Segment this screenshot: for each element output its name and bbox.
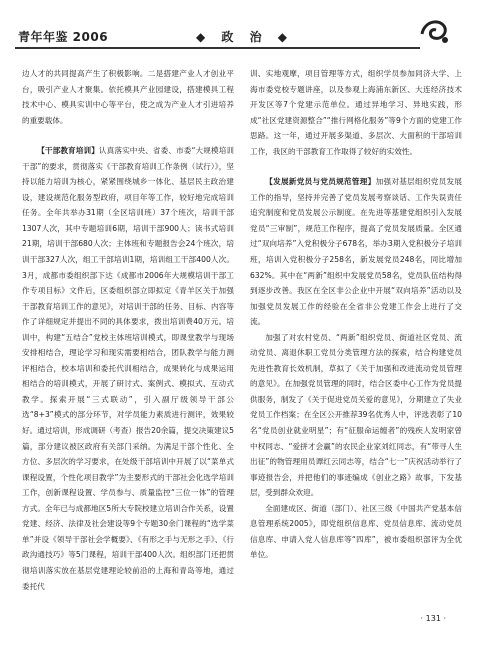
page-header — [0, 0, 480, 58]
left-intro-paragraph: 边人才的共同提高产生了积极影响。二是搭建产业人才创业平台，吸引产业人才聚集。依托模具产业园建设，搭建模具工程技术中心、模具实训中心等平台，使之成为产业人才引进培养的重要载体。 — [22, 69, 234, 125]
body-paragraph: 加强了对农村党员、“两新”组织党员、街道社区党员、流动党员、离退休职工党员分类管理方法的探索，结合构建党员先进性教育长效机制，草拟了《关于加强和改进流动党员管理的意见》。在加强党员管理的同时，结合区委中心工作为党员提供服务，制发了《关于促进党员关爱的意见》，分期建立了失业党员工作档案；在全区公开推荐39名优秀人中，评选表彰了10名“党员创业就业明星”；有“征服命运缠者”的残疾人发明家曾中权同志、“爱拼才会赢”的农民企业家刘红同志，有“带寻人生出征”的物管理用员谭红云同志等，结合“七一”庆祝活动举行了事迹报告会，并把他们的事迹编成《创业之路》故事，下发基层，受到群众欢迎。 — [250, 332, 462, 498]
column-title: ◆ 政 治 ◆ — [196, 30, 293, 44]
ornament-swirl-icon — [418, 14, 452, 48]
right-intro-paragraph: 训、实地观摩，项目管理等方式，组织学员参加同济大学、上海市委党校专题讲座，以及参观上海浦东新区、大连经济技术开发区等7个党建示范单位。通过异地学习、异地实践，形成“社区党建资源整合”“推行网格化服务”等9个方面的党建工作思路。这一年，通过开展多渠道、多层次、大面积的干部培训工作，我区的干部教育工作取得了较好的实效性。 — [250, 69, 462, 156]
section-body: 加强对基层组织党员发展工作的指导，坚持并完善了党员发展考察谈话、工作失误责任追究制度和党员发展公示制度。在先进等基建党组织引入发展党员“三审制”，规范工作程序，提高了党员发展质量。全区通过“双向培养”入党积极分子678名，举办3期入党积极分子培训班，培训入党积极分子258名，新发展党员248名，同比增加632%。其中在“两新”组织中发展党员58名，党员队伍结构得到逐步改善。我区在全区非公企业中开展“双向培养”活动以及加强党员发展工作的经验在全省非公党建工作会上进行了交流。 — [250, 177, 463, 327]
section-title: 【干部教育培训】 — [37, 146, 99, 156]
section-party-member-development — [250, 174, 462, 329]
right-column — [250, 66, 462, 563]
header-rule — [15, 47, 420, 49]
section-body: 认真落实中央、省委、市委“大规模培训干部”的要求，贯彻落实《干部教育培训工作条例（试行）》，坚持以能力培训为核心，紧紧围绕城乡一体化、基层民主政治建设，建设规范化服务型政府，项目年等工作，较好地完成培训任务。全年共举办31期（全区培训班）37个班次，培训干部1307人次，其中专题培训6期，培训干部900人；读书式培训21期，培训干部680人次；主体班和专题报告会24个班次，培训干部327人次，组工干部培训1期，培训组工干部400人次。3月，成都市委组织部下达《成都市2006年大规模培训干部工作专项目标》文件后，区委组织部立即拟定《青羊区关于加强干部教育培训工作的意见》，对培训干部的任务、目标、内容等作了详细规定并提出不同的具体要求，拨出培训费40万元。培训中，构建“五结合”党校主体班培训模式，即课堂教学与现场安排相结合，理论学习和现实需要相结合，团队教学与能力测评相结合，校本培训和委托代训相结合，成果转化与成果运用相结合的培训模式，开展了研讨式、案例式、模拟式、互动式教学。探索开展“三式联动”，引入副厅级领导干部公选“8+3”模式的部分环节，对学员能力素质进行测评，效果较好。通过培训，形成调研（考查）报告20余篇，提交决策建议5篇，部分建议被区政府有关部门采纳。为满足干部个性化、全方位、多层次的学习要求，在处级干部培训中开展了以“菜单式课程设置，个性化项目教学”为主要形式的干部社会化选学培训工作，创新课程设置、学员参与、质量监控“三位一体”的管理方式。全年已与成都地区5所大专院校建立培训合作关系，设置党建、经济、法律及社会建设等9个专题30余门课程的“选学菜单”并设《领导干部社会学概要》、《有形之手与无形之手》、《行政沟通技巧》等5门课程，培训干部400人次。组织部门还把贯彻培训落实放在基层党建理论较前沿的上海和青岛等地，通过委托代 — [22, 146, 235, 591]
journal-title: 青年年鉴 2006 — [18, 30, 109, 44]
left-column — [22, 66, 234, 594]
page-number: · 131 · — [420, 614, 446, 623]
section-title: 【发展新党员与党员规范管理】 — [265, 177, 376, 187]
body-paragraph: 全面建成区、街道（部门）、社区三级《中国共产党基本信息管理系统2005》，即党组织信息库、党员信息库、流动党员信息库、申请入党人信息库等“四库”，被市委组织部评为全优单位。 — [250, 503, 462, 560]
section-cadre-training — [22, 143, 234, 594]
